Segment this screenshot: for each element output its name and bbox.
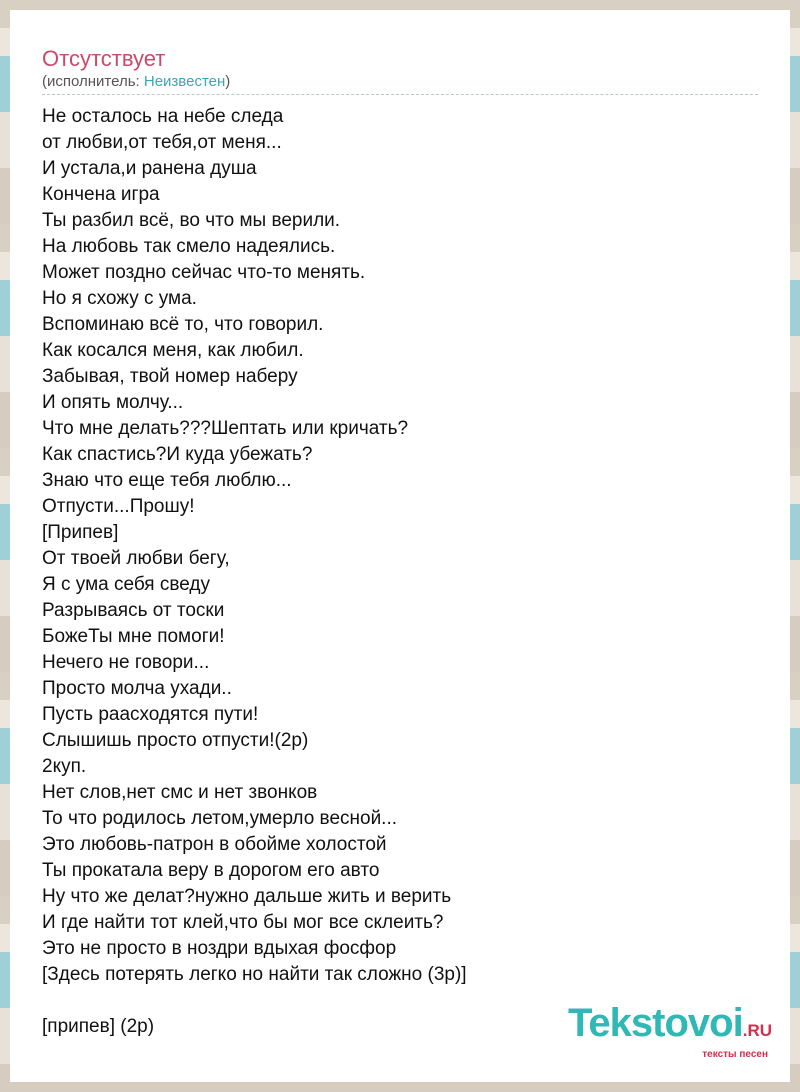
- logo-tagline: тексты песен: [702, 1049, 768, 1060]
- lyric-line: Не осталось на небе следа: [42, 106, 284, 127]
- lyric-line: Забывая, твой номер наберу: [42, 366, 298, 387]
- lyric-line: Ну что же делат?нужно дальше жить и верить: [42, 886, 452, 907]
- lyric-line: [Припев]: [42, 522, 119, 543]
- artist-suffix: ): [225, 73, 231, 90]
- lyric-line: [Здесь потерять легко но найти так сложно (3р)]: [42, 964, 467, 985]
- lyric-line: [припев] (2р): [42, 1016, 155, 1037]
- lyric-line: Может поздно сейчас что-то менять.: [42, 262, 366, 283]
- lyric-line: Вспоминаю всё то, что говорил.: [42, 314, 324, 335]
- lyric-line: Это не просто в ноздри вдыхая фосфор: [42, 938, 397, 959]
- lyric-line: Я с ума себя сведу: [42, 574, 210, 595]
- lyric-line: Слышишь просто отпусти!(2р): [42, 730, 309, 751]
- logo-wordmark: [568, 1003, 772, 1051]
- lyric-line: То что родилось летом,умерло весной...: [42, 808, 398, 829]
- logo-tld: .RU: [742, 1021, 772, 1040]
- lyric-line: И устала,и ранена душа: [42, 158, 257, 179]
- artist-prefix: (исполнитель:: [42, 73, 144, 90]
- lyric-line: Отпусти...Прошу!: [42, 496, 195, 517]
- lyrics-page: [10, 10, 790, 1082]
- song-title: Отсутствует: [42, 46, 166, 71]
- lyric-line: Что мне делать???Шептать или кричать?: [42, 418, 409, 439]
- site-logo[interactable]: [568, 1003, 772, 1060]
- lyric-line: И опять молчу...: [42, 392, 184, 413]
- lyric-line: 2куп.: [42, 756, 87, 777]
- lyric-line: от любви,от тебя,от меня...: [42, 132, 282, 153]
- lyric-line: Кончена игра: [42, 184, 160, 205]
- lyric-line: Как спастись?И куда убежать?: [42, 444, 313, 465]
- lyric-line: От твоей любви бегу,: [42, 548, 230, 569]
- lyric-line: Но я схожу с ума.: [42, 288, 197, 309]
- lyric-line: Нечего не говори...: [42, 652, 210, 673]
- lyric-line: Просто молча ухади..: [42, 678, 232, 699]
- artist-line: [42, 73, 230, 90]
- lyric-line: Нет слов,нет смс и нет звонков: [42, 782, 318, 803]
- lyric-line: Как косался меня, как любил.: [42, 340, 304, 361]
- lyric-line: На любовь так смело надеялись.: [42, 236, 336, 257]
- lyric-line: БожеТы мне помоги!: [42, 626, 225, 647]
- lyric-line: Знаю что еще тебя люблю...: [42, 470, 292, 491]
- lyric-line: Разрываясь от тоски: [42, 600, 225, 621]
- lyric-line: Ты разбил всё, во что мы верили.: [42, 210, 341, 231]
- lyrics-body: [42, 104, 762, 1040]
- lyric-line: Ты прокатала веру в дорогом его авто: [42, 860, 380, 881]
- artist-link[interactable]: Неизвестен: [143, 73, 226, 90]
- logo-name: Tekstovoi: [567, 1001, 743, 1045]
- lyric-line: Пусть раасходятся пути!: [42, 704, 259, 725]
- lyric-line: И где найти тот клей,что бы мог все склеить?: [42, 912, 444, 933]
- lyric-line: Это любовь-патрон в обойме холостой: [42, 834, 387, 855]
- divider: [42, 94, 758, 95]
